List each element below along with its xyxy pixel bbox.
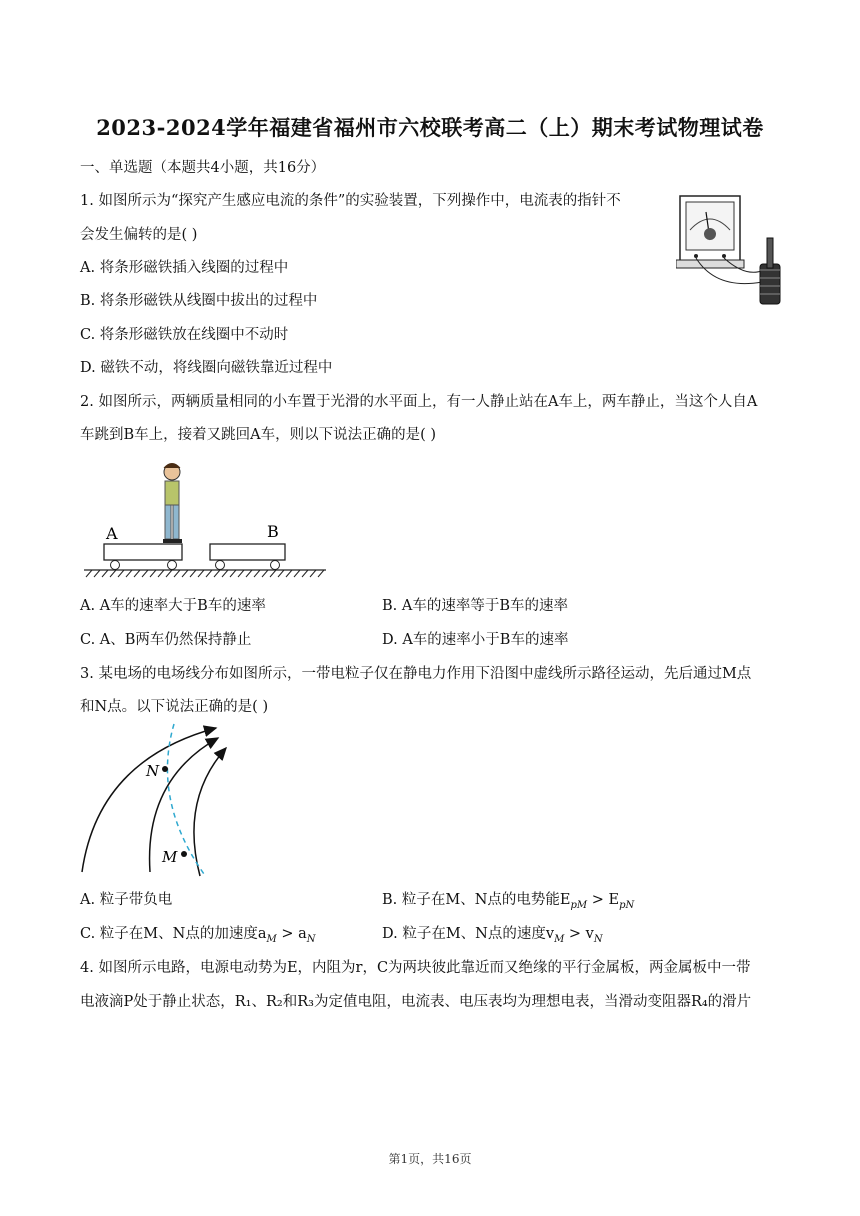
q3-stem-line2: 和N点。以下说法正确的是( ) <box>80 699 269 715</box>
q3-option-a: A. 粒子带负电 <box>80 892 173 908</box>
q2-stem-line1: 2. 如图所示，两辆质量相同的小车置于光滑的水平面上，有一人静止站在A车上，两车静止，当这个人自A <box>80 394 758 410</box>
q4-stem-line2: 电液滴P处于静止状态，R₁、R₂和R₃为定值电阻，电流表、电压表均为理想电表，当滑动变阻器R₄的滑片 <box>80 994 752 1010</box>
point-m-label: M <box>162 848 178 866</box>
page-title: 2023-2024学年福建省福州市六校联考高二（上）期末考试物理试卷 <box>96 115 764 140</box>
q1-stem-line1: 1. 如图所示为“探究产生感应电流的条件”的实验装置，下列操作中，电流表的指针不 <box>80 193 621 209</box>
q3-option-d: D. 粒子在M、N点的速度$v_M > v_N$ <box>382 926 603 945</box>
cart-b-label: B <box>267 522 279 541</box>
q4-stem-line1: 4. 如图所示电路，电源电动势为E，内阻为r，C为两块彼此靠近而又绝缘的平行金属板，两金属板中一带 <box>80 960 751 976</box>
q2-option-a: A. A车的速率大于B车的速率 <box>80 598 266 614</box>
galvanometer-coil-figure <box>676 190 786 308</box>
q1-option-b: B. 将条形磁铁从线圈中拔出的过程中 <box>80 293 318 309</box>
q3-stem-line1: 3. 某电场的电场线分布如图所示，一带电粒子仅在静电力作用下沿图中虚线所示路径运动，先后通过M点 <box>80 666 752 682</box>
q2-option-d: D. A车的速率小于B车的速率 <box>382 632 569 648</box>
q1-option-d: D. 磁铁不动，将线圈向磁铁靠近过程中 <box>80 360 333 376</box>
q1-stem-line2: 会发生偏转的是( ) <box>80 227 198 243</box>
q3-option-c: C. 粒子在M、N点的加速度$a_M > a_N$ <box>80 926 316 945</box>
q2-stem-line2: 车跳到B车上，接着又跳回A车，则以下说法正确的是( ) <box>80 427 437 443</box>
cart-a-label: A <box>106 524 118 543</box>
section-heading: 一、单选题（本题共4小题，共16分） <box>80 160 326 176</box>
q3-option-b: B. 粒子在M、N点的电势能$E_{pM} > E_{pN}$ <box>382 892 635 911</box>
carts-figure <box>80 455 330 587</box>
q2-option-c: C. A、B两车仍然保持静止 <box>80 632 252 648</box>
q1-option-c: C. 将条形磁铁放在线圈中不动时 <box>80 327 289 343</box>
point-n-label: N <box>146 762 160 780</box>
q2-option-b: B. A车的速率等于B车的速率 <box>382 598 568 614</box>
field-lines-figure <box>78 720 228 880</box>
page-footer: 第1页，共16页 <box>388 1152 472 1166</box>
q1-option-a: A. 将条形磁铁插入线圈的过程中 <box>80 260 289 276</box>
